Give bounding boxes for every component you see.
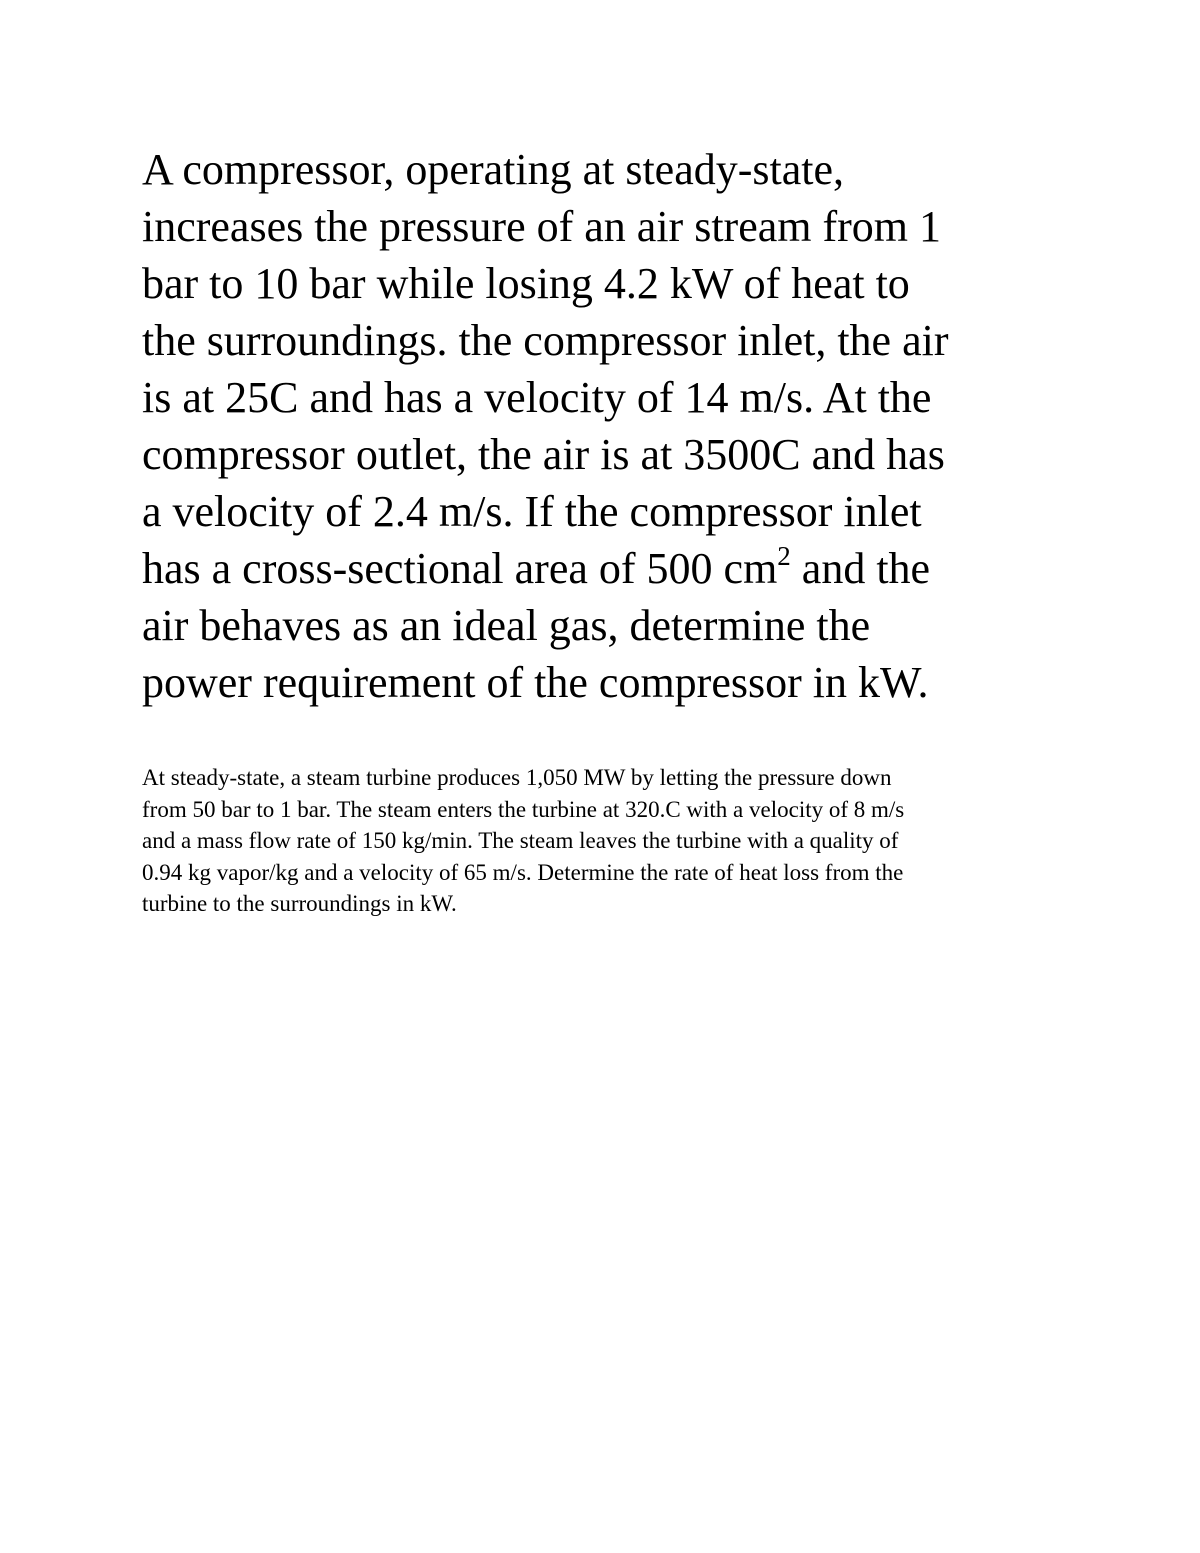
- text-line: increases the pressure of an air stream from 1: [142, 202, 942, 251]
- area-unit-superscript: 2: [777, 541, 791, 571]
- text-line: At steady-state, a steam turbine produces 1,050 MW by letting the pressure down: [142, 765, 892, 790]
- text-line: the surroundings. the compressor inlet, the air: [142, 316, 949, 365]
- compressor-problem-paragraph: [142, 141, 1082, 711]
- turbine-problem-paragraph: [142, 762, 1082, 920]
- text-line: is at 25C and has a velocity of 14 m/s. At the: [142, 373, 932, 422]
- text-line: and a mass flow rate of 150 kg/min. The steam leaves the turbine with a quality of: [142, 828, 899, 853]
- text-line: turbine to the surroundings in kW.: [142, 891, 457, 916]
- text-line: a velocity of 2.4 m/s. If the compressor inlet: [142, 487, 922, 536]
- text-line: bar to 10 bar while losing 4.2 kW of heat to: [142, 259, 910, 308]
- text-line: compressor outlet, the air is at 3500C and has: [142, 430, 945, 479]
- text-segment: has a cross-sectional area of 500 cm: [142, 544, 778, 593]
- text-line: from 50 bar to 1 bar. The steam enters the turbine at 320.C with a velocity of 8 m/s: [142, 796, 905, 822]
- text-line: power requirement of the compressor in kW.: [142, 658, 929, 707]
- text-line: air behaves as an ideal gas, determine the: [142, 601, 871, 650]
- text-line: A compressor, operating at steady-state,: [142, 145, 845, 194]
- text-segment: and the: [790, 544, 931, 593]
- text-line: 0.94 kg vapor/kg and a velocity of 65 m/s. Determine the rate of heat loss from the: [142, 859, 904, 885]
- text-line-with-superscript: [142, 540, 1082, 597]
